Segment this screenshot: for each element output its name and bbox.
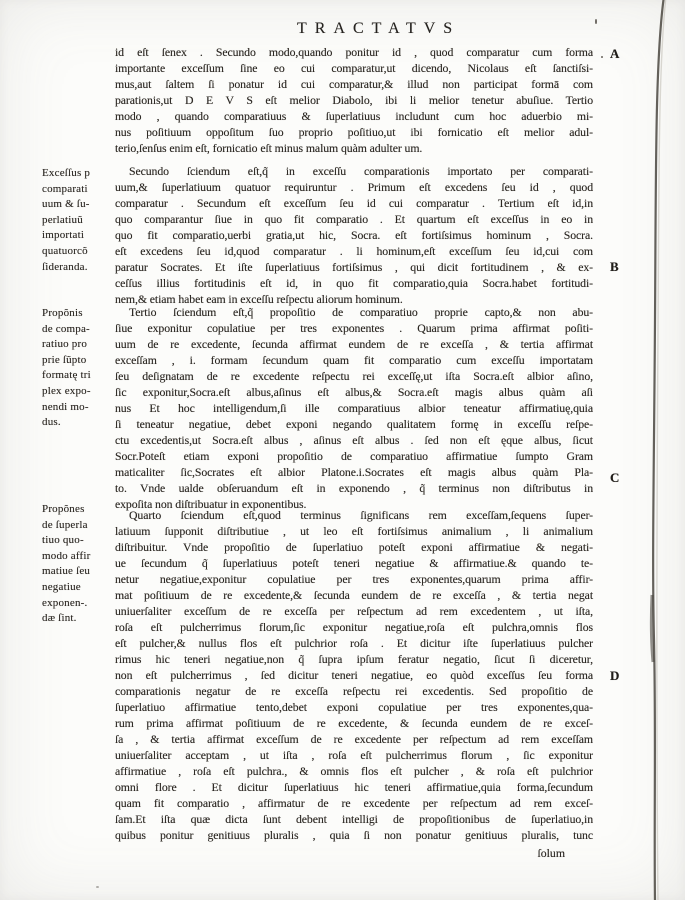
margin-letter-A: A <box>610 46 620 61</box>
text-line: diſtribuitur. Vnde propoſitio de ſuperlatiuo poteſt exponi affirmatiue & negati- <box>115 540 593 554</box>
margin-letter-C: C <box>610 470 620 485</box>
margin-note-line: ratiuo pro <box>42 338 88 351</box>
text-line: terio,ſenſus enim eſt, fornicatio eſt minus malum quàm adulter um. <box>115 141 423 155</box>
text-line: parationis,ut D E V S eſt melior Diabolo, ibi li melior tenetur abuſiue. Tertio <box>115 93 593 107</box>
text-line: modo , quando comparatiuus & ſuperlatiuus includunt cum hoc aduerbio mi- <box>115 109 593 123</box>
text-line: rimus hic teneri negatiue,non q̃ ſupra ipſum feratur negatio, ſicut ſi diceretur, <box>115 652 593 666</box>
text-line: ſiue exponitur copulatiue per tres exponentes . Quarum prima affirmat poſiti- <box>115 321 593 335</box>
margin-note-line: ſideranda. <box>42 260 88 273</box>
margin-note-line: Propõnis <box>42 307 83 319</box>
margin-note-2 <box>42 306 116 431</box>
margin-letter-B: B <box>610 259 619 274</box>
margin-note-line: prie ſũpto <box>42 353 87 366</box>
text-line: uniuerſaliter exceſſum de re exceſſa per reſpectum ad rem excedentem , ut iſta, <box>115 604 593 618</box>
scan-speck <box>96 886 99 888</box>
text-line: exceſſam , i. formam ſecundum quam fit comparatio cum exceſſu importatam <box>115 353 593 367</box>
text-line: uniuerſaliter acceptam , ut iſta , roſa eſt pulcherrimus florum , ſic exponitur <box>115 748 593 762</box>
text-line: Secundo ſciendum eſt,q̃ in exceſſu comparationis importato per comparati- <box>129 164 593 178</box>
text-line: omni flore . Et dicitur ſuperlatiuus hic teneri affirmatiue,quia forma,ſecundum <box>115 780 593 794</box>
text-line: comparatur . Secundum eſt exceſſum ſeu id cui comparatur . Tertium eſt id,in <box>115 196 593 210</box>
margin-note-line: formatę tri <box>42 369 91 382</box>
margin-note-line: modo affir <box>42 549 91 562</box>
paragraph-1 <box>115 44 593 156</box>
text-line: to. Vnde ualde obſeruandum eſt in exponendo , q̃ terminus non diſtributus in <box>115 481 593 495</box>
text-line: nus Et hoc intelligendum,ſi ille comparatiuus albior teneatur affirmatiuę,quia <box>115 401 593 415</box>
text-line: eſt excedens ſeu id,quod comparatur . li hominum,eſt exceſſum ſeu id,cui com <box>115 244 593 258</box>
margin-note-3 <box>42 502 116 627</box>
margin-note-line: tiuo quo- <box>42 534 84 547</box>
text-line: ſam.Et iſta quæ dicta ſunt debent intelligi de propoſitionibus de ſuperlatiuo,in <box>115 812 593 826</box>
margin-note-line: de ſuperla <box>42 518 88 531</box>
paragraph-3 <box>115 304 593 512</box>
scan-speck <box>595 19 597 24</box>
margin-note-line: Propõnes <box>42 503 85 515</box>
text-line: id eſt ſenex . Secundo modo,quando ponitur id , quod comparatur cum forma <box>115 45 593 59</box>
text-line: quam fit comparatio , affirmatur de re excedente per reſpectum ad rem exceſ- <box>115 796 593 810</box>
margin-note-1 <box>42 166 116 275</box>
text-line: ſeu deſignatam de re excedente reſpectu rei exceſſę,ut iſta Socra.eſt albior aſino, <box>115 369 593 383</box>
text-line: ue ſecundum q̃ ſuperlatiuus poteſt teneri negatiue & affirmatiue.& quando te- <box>115 556 593 570</box>
text-line: ceſſus illius fortitudinis eſt id, in quo fit comparatio,quia Socra.habet fortitudi- <box>115 276 593 290</box>
margin-note-line: dæ ſint. <box>42 612 77 625</box>
text-line: Socr.Poteſt etiam exponi propoſitio de comparatiuo affirmatiue ſumpto Gram <box>115 449 593 463</box>
text-line: roſa eſt pulcherrimus florum,ſic exponitur negatiue,roſa eſt pulchra,omnis flos <box>115 620 593 634</box>
text-line: rum prima affirmat poſitiuum de re excedente, & ſecunda eundem de re exceſ- <box>115 716 593 730</box>
text-line: ſic exponitur,Socra.eſt albus,aſinus eſt albus,& Socra.eſt magis albus quàm aſi <box>115 385 593 399</box>
text-line: nem,& etiam habet eam in exceſſu reſpectu aliorum hominum. <box>115 292 403 306</box>
text-line: affirmatiue , roſa eſt pulchra., & omnis flos eſt pulcher , & roſa eſt pulchrior <box>115 764 593 778</box>
text-line: Tertio ſciendum eſt,q̃ propoſitio de comparatiuo proprie capto,& non abu- <box>129 305 593 319</box>
margin-letter-D: D <box>610 668 620 683</box>
text-line: expoſita non diſtribuatur in exponentibus. <box>115 497 307 511</box>
text-line: quo comparantur ſiue in quo fit comparatio . Et quartum eſt exceſſus in eo in <box>115 212 593 226</box>
margin-note-line: Exceſſus p <box>42 167 91 179</box>
margin-note-line: negatiue <box>42 580 81 593</box>
text-line: netur negatiue,exponitur copulatiue per tres exponentes,quarum prima affir- <box>115 572 593 586</box>
margin-note-line: de compa- <box>42 322 90 335</box>
scan-speck <box>601 56 603 58</box>
margin-note-line: dus. <box>42 416 61 429</box>
text-line: uum de re excedente, ſecunda affirmat eundem de re exceſſa , & tertia affirmat <box>115 337 593 351</box>
text-line: ſuperlatiuo affirmatiue tento,debet exponi copulatiue per tres exponentes,qua- <box>115 700 593 714</box>
text-line: eſt pulcher,& nullus flos eſt pulchrior roſa . Et dicitur iſte ſuperlatiuus pulcher <box>115 636 593 650</box>
margin-note-line: uum & ſu- <box>42 198 90 211</box>
text-line: non eſt pulcherrimus , ſed dicitur teneri negatiue, eo quòd exceſſus ſeu forma <box>115 668 593 682</box>
text-line: latiuum ſupponit diſtributiue , ut leo eſt fortiſsimus animalium , li animalium <box>115 524 593 538</box>
text-line: uum,& ſuperlatiuum quatuor requiruntur . Primum eſt excedens ſeu id , quod <box>115 180 593 194</box>
paragraph-4 <box>115 507 593 843</box>
paragraph-2 <box>115 163 593 307</box>
margin-note-line: perlatiuũ <box>42 213 83 226</box>
margin-note-line: importati <box>42 229 85 242</box>
text-line: nus poſitiuum oppoſitum ſuo proprio poſitiuo,ut ibi fornicatio eſt melior adul- <box>115 125 593 139</box>
catchword: ſolum <box>537 846 565 860</box>
margin-note-line: plex expo- <box>42 384 91 397</box>
running-header: TRACTATVS <box>297 20 461 37</box>
text-line: ctu excedentis,ut Socra.eſt albus , aſinus eſt albus . ſed non eſt ęque albus, ſicut <box>115 433 593 447</box>
text-line: quo fit comparatio,uerbi gratia,ut hic, Socra. eſt fortiſsimus hominum , Socra. <box>115 228 593 242</box>
margin-note-line: comparati <box>42 182 88 195</box>
main-text-block <box>115 0 593 900</box>
margin-note-line: quatuorcõ <box>42 244 88 257</box>
text-line: mus,aut ſaltem ſi ponatur id cui comparatur,& illud non participat formā com <box>115 77 593 91</box>
text-line: Quarto ſciendum eſt,quod terminus ſignificans rem exceſſam,ſequens ſuper- <box>129 508 593 522</box>
text-line: maticaliter ſic,Socrates eſt albior Platone.i.Socrates eſt magis albus quàm Pla- <box>115 465 593 479</box>
text-line: mat poſitiuum de re excedente,& ſecunda eundem de re exceſſa , & tertia negat <box>115 588 593 602</box>
text-line: ſa , & tertia affirmat exceſſum de re excedente per reſpectum ad rem exceſſam <box>115 732 593 746</box>
text-line: ſi teneatur negatiue, debet exponi negando qualitatem formę in exceſſu reſpe- <box>115 417 593 431</box>
text-line: importante exceſſum ſine eo cui comparatur,ut dicendo, Nicolaus eſt ſanctiſsi- <box>115 61 593 75</box>
text-line: comparationis negatur de re exceſſa reſpectu rei excedentis. Sed propoſitio de <box>115 684 593 698</box>
margin-note-line: nendi mo- <box>42 400 89 413</box>
text-line: paratur Socrates. Et iſte ſuperlatiuus fortiſsimus , qui dicit fortitudinem , & ex- <box>115 260 593 274</box>
margin-note-line: matiue ſeu <box>42 565 91 578</box>
margin-note-line: exponen-. <box>42 596 88 609</box>
text-line: quibus ponitur genitiuus pluralis , quia ſi non ponatur genitiuus pluralis, tunc <box>115 828 593 842</box>
